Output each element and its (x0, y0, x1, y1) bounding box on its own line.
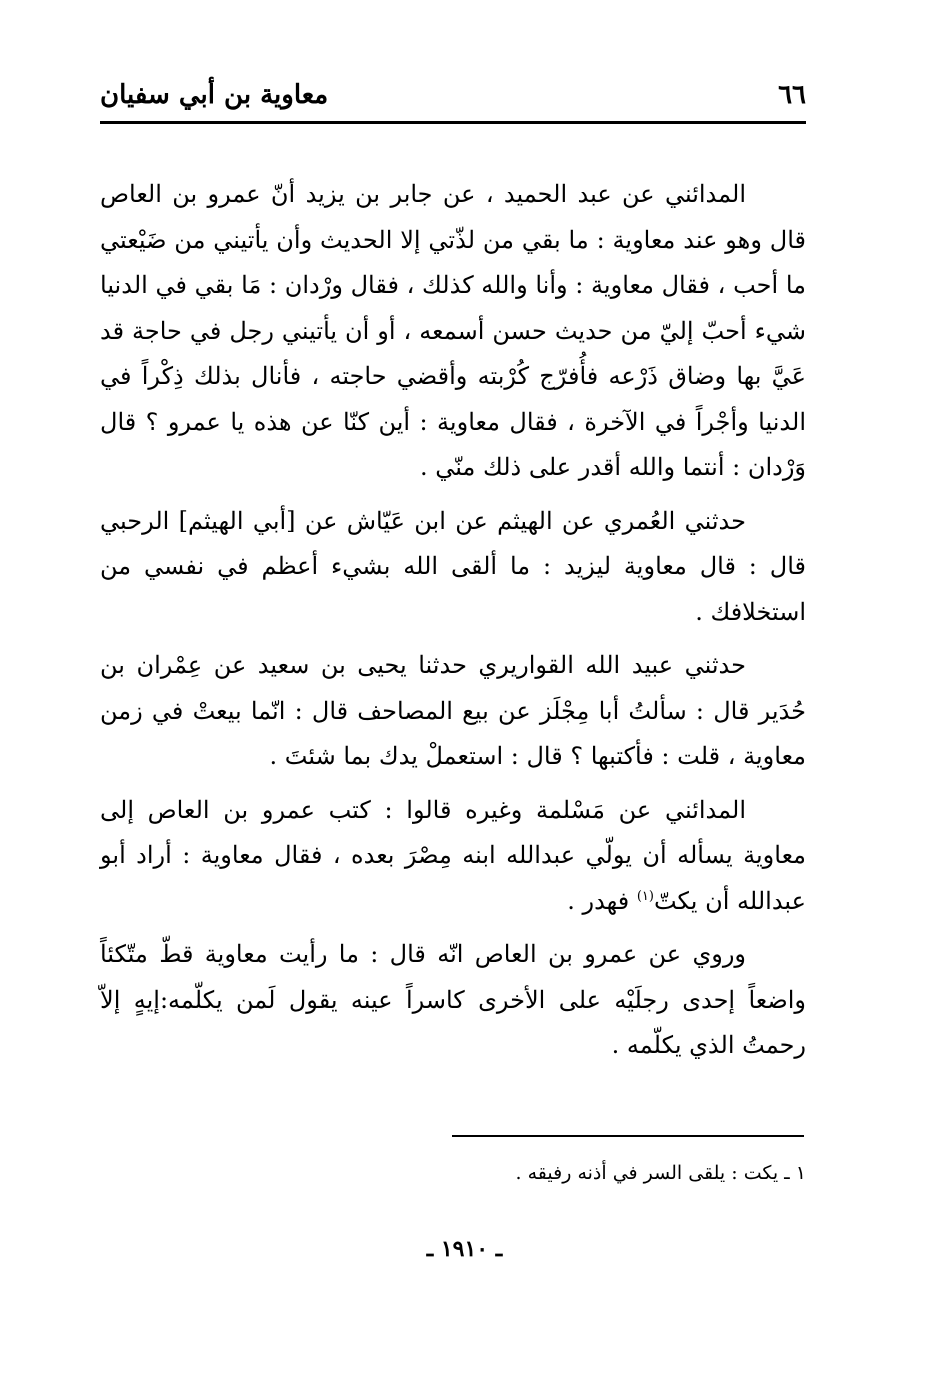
paragraph-5: وروي عن عمرو بن العاص انّه قال : ما رأيت معاوية قطّ متّكئاً واضعاً إحدى رجلَيْه على الأخرى كاسراً عينه يقول لَمن يكلّمه:إيهٍ إلاّ رحمتُ الذي يكلّمه . (100, 940, 806, 1059)
footnote: ١ ـ يكت : يلقى السر في أذنه رفيقه . (515, 1162, 806, 1184)
footnote-reference: (١) (636, 888, 654, 904)
paragraph-2: حدثني العُمري عن الهيثم عن ابن عَيّاش عن [أبي الهيثم] الرحبي قال : قال معاوية ليزيد : ما ألقى الله بشيء أعظم في نفسي من استخلافك . (100, 506, 806, 626)
folio-number: ـ ١٩١٠ ـ (426, 1236, 503, 1262)
running-header (100, 74, 806, 122)
paragraph-4-text: المدائني عن مَسْلمة وغيره قالوا : كتب عمرو بن العاص إلى معاوية يسأله أن يولّي عبدالله ابنه مِصْرَ بعده ، فقال معاوية : أراد أبو عبدالله أن يكتّ (100, 795, 806, 915)
running-title: معاوية بن أبي سفيان (100, 80, 329, 110)
paragraph-1: المدائني عن عبد الحميد ، عن جابر بن يزيد أنّ عمرو بن العاص قال وهو عند معاوية : ما بقي من لذّتي إلا الحديث وأن يأتيني من ضَيْعتي ما أحب ، فقال معاوية : وأنا والله كذلك ، فقال ورْدان : مَا بقي في الدنيا شيء أحبّ إليّ من حديث حسن أسمعه ، أو أن يأتيني رجل في حاجة قد عَيَّ بها وضاق ذَرْعه فأُفرّج كُرْبته وأقضي حاجته ، فأنال بذلك ذِكْراً في الدنيا وأجْراً في الآخرة ، فقال معاوية : أين كنّا عن هذه يا عمرو ؟ قال وَرْدان : أنتما والله أقدر على ذلك منّي . (100, 180, 806, 481)
paragraph-4-end: فهدر . (567, 886, 637, 915)
header-rule (100, 121, 806, 124)
main-text (100, 172, 806, 1077)
paragraph-4 (100, 788, 806, 925)
page-number: ٦٦ (778, 80, 806, 110)
footnote-rule (452, 1135, 804, 1137)
paragraph-3: حدثني عبيد الله القواريري حدثنا يحيى بن سعيد عن عِمْران بن حُدَير قال : سألتُ أبا مِجْلَز عن بيع المصاحف قال : انّما بيعتْ في زمن معاوية ، قلت : فأكتبها ؟ قال : استعملْ يدك بما شئتَ . (100, 651, 806, 770)
